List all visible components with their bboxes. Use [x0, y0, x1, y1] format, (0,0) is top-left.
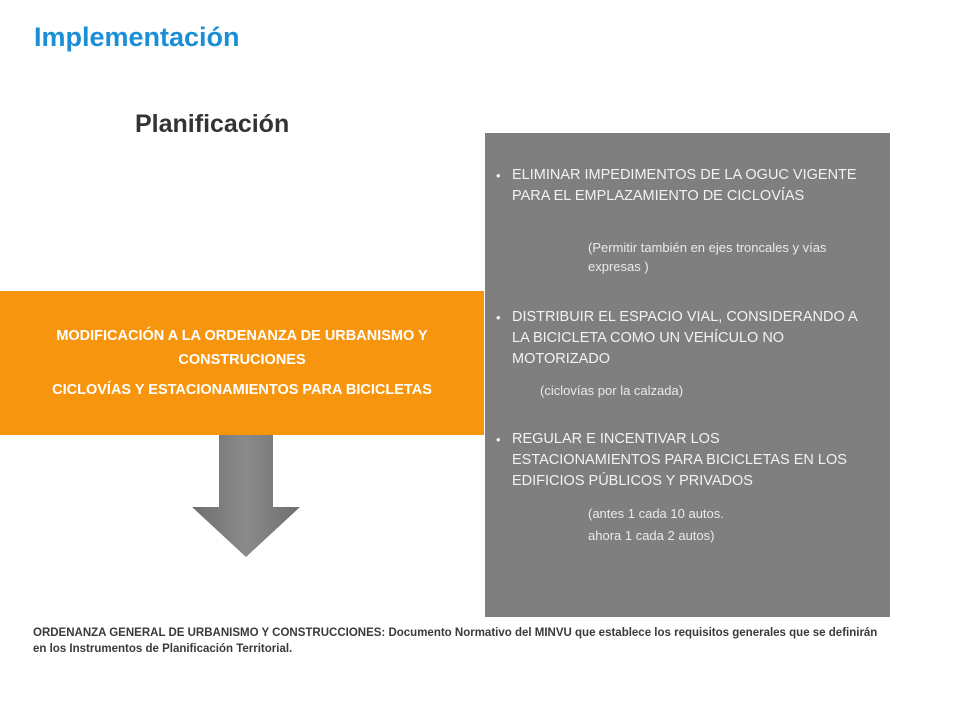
- down-arrow-icon: [190, 435, 302, 559]
- ordinance-subtitle: CICLOVÍAS Y ESTACIONAMIENTOS PARA BICICLETAS: [52, 382, 432, 398]
- bullet-dot: •: [496, 310, 501, 325]
- footnote: ORDENANZA GENERAL DE URBANISMO Y CONSTRUCCIONES: Documento Normativo del MINVU que establece los requisitos generales que se definirán en los Instrumentos de Planificación Territorial.: [33, 627, 878, 655]
- bullet-text: REGULAR E INCENTIVAR LOS ESTACIONAMIENTOS PARA BICICLETAS EN LOS EDIFICIOS PÚBLICOS Y PRIVADOS: [512, 431, 847, 489]
- panel-bullet: [496, 307, 871, 370]
- ordinance-modification-box: [0, 291, 484, 435]
- bullet-note: (ciclovías por la calzada): [540, 383, 684, 398]
- bullet-text: ELIMINAR IMPEDIMENTOS DE LA OGUC VIGENTE PARA EL EMPLAZAMIENTO DE CICLOVÍAS: [512, 167, 857, 204]
- bullet-note: (antes 1 cada 10 autos.: [588, 506, 724, 521]
- bullet-note: ahora 1 cada 2 autos): [588, 528, 715, 543]
- slide-title: Implementación: [34, 22, 240, 52]
- ordinance-title: MODIFICACIÓN A LA ORDENANZA DE URBANISMO Y CONSTRUCIONES: [56, 328, 428, 368]
- slide-subtitle: Planificación: [135, 110, 290, 138]
- panel-bullet: [496, 429, 871, 492]
- bullet-note: (Permitir también en ejes troncales y vías expresas ): [588, 240, 827, 274]
- panel-bullet: [496, 165, 871, 207]
- bullet-text: DISTRIBUIR EL ESPACIO VIAL, CONSIDERANDO A LA BICICLETA COMO UN VEHÍCULO NO MOTORIZADO: [512, 309, 857, 367]
- bullet-dot: •: [496, 168, 501, 183]
- bullet-dot: •: [496, 432, 501, 447]
